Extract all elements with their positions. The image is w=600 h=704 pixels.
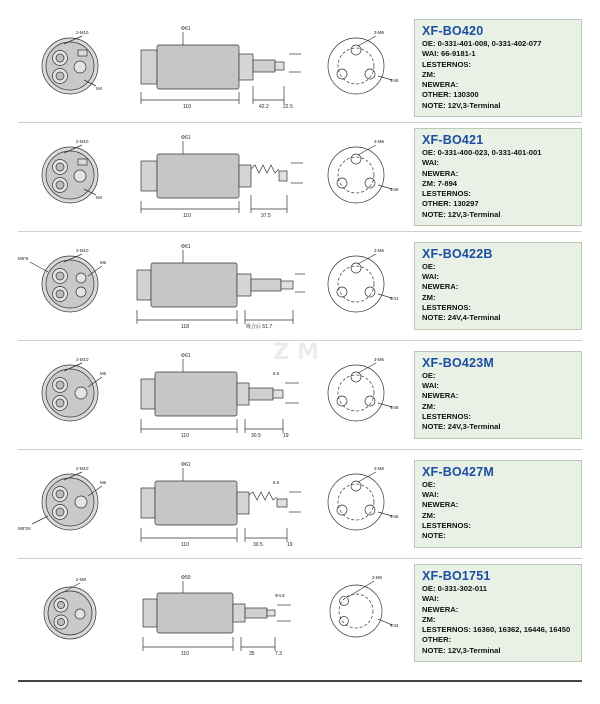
info-line: OE:: [422, 480, 436, 489]
svg-text:110: 110: [183, 213, 191, 219]
svg-text:3-M6: 3-M6: [374, 139, 385, 144]
info-line: OE: 0-331-400-023, 0-331-401-001: [422, 148, 542, 158]
table-row: [18, 559, 582, 667]
svg-text:Φ46: Φ46: [390, 514, 399, 519]
table-row: [18, 123, 582, 232]
svg-text:Φ34: Φ34: [390, 623, 399, 628]
product-title: XF-BO427M: [422, 465, 494, 479]
svg-text:Φ61: Φ61: [181, 353, 191, 359]
info-box: [414, 242, 582, 330]
info-box: [414, 564, 582, 661]
info-line: NEWERA:: [422, 80, 459, 90]
info-line: NOTE: 12V,3-Terminal: [422, 645, 501, 655]
info-line: OE: 0-331-302-011: [422, 584, 488, 594]
front-view-427m: [18, 450, 123, 558]
svg-text:吸合后 51.7: 吸合后 51.7: [246, 324, 273, 330]
side-view-423m: [123, 341, 308, 449]
svg-text:2-M6: 2-M6: [372, 575, 383, 580]
svg-text:3-M6: 3-M6: [374, 30, 385, 35]
svg-text:2-M10: 2-M10: [76, 466, 89, 471]
product-title: XF-BO423M: [422, 356, 494, 370]
info-line: NOTE: 24V,4-Terminal: [422, 313, 501, 323]
info-line: OE:: [422, 262, 436, 271]
info-line: NEWERA:: [422, 168, 459, 178]
info-line: WAI:: [422, 272, 439, 282]
info-line: ZM: 7-894: [422, 178, 458, 188]
svg-text:Φ50: Φ50: [181, 575, 191, 581]
svg-text:110: 110: [181, 651, 189, 657]
svg-text:35: 35: [249, 651, 255, 657]
info-line: LESTERNOS: 16360, 16362, 16446, 16450: [422, 625, 571, 635]
svg-text:M6: M6: [100, 480, 107, 485]
bolt-pattern-420: [308, 14, 408, 122]
info-box: [414, 460, 582, 548]
side-view-427m: [123, 450, 308, 558]
svg-text:110: 110: [181, 542, 189, 548]
svg-text:M4: M4: [96, 86, 103, 91]
info-line: OTHER: 130300: [422, 90, 479, 100]
bolt-pattern-422b: [308, 232, 408, 340]
info-box: [414, 128, 582, 225]
info-line: WAI:: [422, 594, 439, 604]
svg-text:42.2: 42.2: [259, 104, 269, 110]
svg-text:2-M10: 2-M10: [76, 357, 89, 362]
table-row: [18, 341, 582, 450]
svg-text:19: 19: [287, 542, 293, 548]
product-title: XF-BO421: [422, 133, 484, 148]
info-line: WAI:: [422, 490, 439, 500]
info-line: NOTE: 12V,3-Terminal: [422, 100, 501, 110]
svg-text:M6: M6: [100, 260, 107, 265]
page-watermark: ZM: [273, 339, 327, 365]
side-view-421: [123, 123, 308, 231]
svg-text:118: 118: [181, 324, 189, 330]
product-title: XF-BO420: [422, 24, 484, 39]
svg-text:Φ46: Φ46: [390, 405, 399, 410]
svg-text:Φ41: Φ41: [390, 296, 399, 301]
info-box: [414, 351, 582, 439]
info-line: LESTERNOS:: [422, 189, 471, 199]
info-line: NEWERA:: [422, 500, 459, 510]
info-line: LESTERNOS:: [422, 59, 471, 69]
svg-text:Φ61: Φ61: [181, 26, 191, 32]
info-line: ZM:: [422, 510, 436, 520]
info-line: NOTE: 24V,3-Terminal: [422, 422, 501, 432]
page-footer-rule: [18, 680, 582, 682]
svg-text:110: 110: [181, 433, 189, 439]
svg-text:19: 19: [283, 433, 289, 439]
side-view-1751: [123, 559, 308, 667]
info-line: LESTERNOS:: [422, 411, 471, 421]
svg-text:5.5: 5.5: [273, 480, 280, 485]
info-line: NOTE: 12V,3-Terminal: [422, 209, 501, 219]
info-line: WAI:: [422, 158, 439, 168]
info-line: WAI:: [422, 381, 439, 391]
svg-text:37.5: 37.5: [261, 213, 271, 219]
info-line: NEWERA:: [422, 391, 459, 401]
info-line: LESTERNOS:: [422, 520, 471, 530]
info-line: ZM:: [422, 292, 436, 302]
front-view-1751: [18, 559, 123, 667]
svg-text:2-M10: 2-M10: [76, 30, 89, 35]
svg-text:Φ61: Φ61: [181, 135, 191, 141]
info-box: [414, 19, 582, 116]
product-title: XF-BO422B: [422, 247, 493, 261]
info-line: WAI: 66-9181-1: [422, 49, 476, 59]
info-line: ZM:: [422, 69, 436, 79]
svg-text:110: 110: [183, 104, 191, 110]
table-row: [18, 450, 582, 559]
info-line: LESTERNOS:: [422, 302, 471, 312]
table-row: [18, 14, 582, 123]
info-line: ZM:: [422, 614, 436, 624]
front-view-422b: [18, 232, 123, 340]
svg-text:Φ61: Φ61: [181, 462, 191, 468]
side-view-420: [123, 14, 308, 122]
svg-text:7.3: 7.3: [275, 651, 282, 657]
svg-text:2-M10: 2-M10: [76, 248, 89, 253]
info-line: OE:: [422, 371, 436, 380]
bolt-pattern-423m: [308, 341, 408, 449]
info-line: NEWERA:: [422, 282, 459, 292]
svg-text:M4: M4: [96, 195, 103, 200]
svg-text:Φ46: Φ46: [390, 78, 399, 83]
info-line: NOTE:: [422, 531, 446, 541]
svg-text:30.5: 30.5: [251, 433, 261, 439]
svg-text:M8*26: M8*26: [18, 526, 31, 531]
info-line: OTHER: 130297: [422, 199, 479, 209]
svg-text:3-M6: 3-M6: [374, 248, 385, 253]
svg-text:2-M10: 2-M10: [76, 139, 89, 144]
product-rows: [18, 14, 582, 667]
svg-text:3-M6: 3-M6: [374, 357, 385, 362]
front-view-420: [18, 14, 123, 122]
bolt-pattern-427m: [308, 450, 408, 558]
svg-text:Φ61: Φ61: [181, 244, 191, 250]
svg-text:30.5: 30.5: [253, 542, 263, 548]
info-line: ZM:: [422, 401, 436, 411]
svg-text:2-M8: 2-M8: [76, 577, 87, 582]
svg-text:Φ46: Φ46: [390, 187, 399, 192]
svg-text:5.5: 5.5: [273, 371, 280, 376]
svg-text:M6: M6: [100, 371, 107, 376]
front-view-423m: [18, 341, 123, 449]
front-view-421: [18, 123, 123, 231]
bolt-pattern-421: [308, 123, 408, 231]
bolt-pattern-1751: [308, 559, 408, 667]
table-row: [18, 232, 582, 341]
info-line: OE: 0-331-401-008, 0-331-402-077: [422, 39, 542, 49]
svg-text:3-M6: 3-M6: [374, 466, 385, 471]
info-line: NEWERA:: [422, 604, 459, 614]
svg-text:Φ4.8: Φ4.8: [275, 593, 285, 598]
svg-text:M6*8: M6*8: [18, 256, 29, 261]
svg-text:22.5: 22.5: [283, 104, 293, 110]
product-title: XF-BO1751: [422, 569, 491, 584]
info-line: OTHER:: [422, 635, 452, 645]
side-view-422b: [123, 232, 308, 340]
